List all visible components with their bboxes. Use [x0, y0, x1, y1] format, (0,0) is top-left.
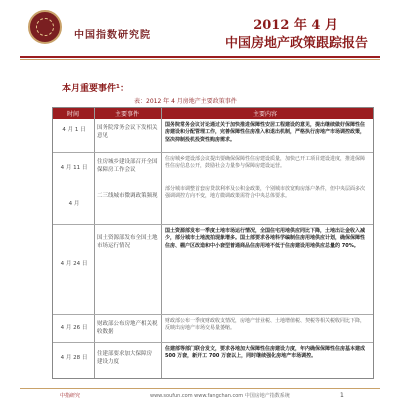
table-header-row	[53, 108, 373, 119]
org-name: 中国指数研究院	[74, 30, 151, 41]
report-title-date: 2012 年 4 月	[253, 18, 338, 33]
row-event: 国务院常务会议下发相关 意见	[97, 125, 158, 139]
table-header-event: 主要事件	[115, 111, 140, 118]
row-event: 国土资源部发布全国土地 市场运行情况	[97, 235, 158, 249]
row-content: 部分城市调整首套房贷款利率及公积金政策，个别城市放宽购房落户条件，但中央层面多次强调调控方向不变，地方微调政策需符合中央总体要求。	[165, 186, 366, 200]
row-date: 4 月 11 日	[60, 165, 88, 171]
report-title: 中国房地产政策跟踪报告	[224, 36, 368, 51]
page-number: 1	[340, 392, 344, 399]
table-caption: 表：2012 年 4 月房地产主要政策事件	[134, 98, 237, 105]
table-column-divider	[161, 108, 162, 378]
row-event: 财政部公布房地产相关税 收数据	[97, 321, 158, 335]
table-row-divider	[53, 342, 373, 343]
row-date: 4 月	[68, 201, 80, 207]
logo-emblem	[28, 10, 62, 44]
section-title: 本月重要事件¹：	[62, 84, 129, 94]
row-date: 4 月 28 日	[60, 355, 88, 361]
row-date: 4 月 1 日	[62, 127, 86, 133]
row-event: 二三线城市微调政策频现	[97, 193, 158, 199]
row-content: 住建部等部门联合发文，要求各地加大保障性住房建设力度，年内确保保障性住房基本建成 500 万套，新开工 700 万套以上，同时继续强化房地产市场调控。	[165, 346, 366, 360]
table-row-divider	[53, 314, 373, 315]
row-event: 住建部要求加大保障房 建设力度	[97, 351, 153, 365]
table-column-divider	[94, 108, 95, 378]
row-date: 4 月 26 日	[60, 325, 88, 331]
table-header-date: 时间	[67, 111, 80, 118]
table-header-content: 主要内容	[253, 111, 278, 118]
header-divider	[20, 56, 380, 58]
row-date: 4 月 24 日	[60, 261, 88, 267]
row-event: 住房城乡建设部召开全国 保障房工作会议	[97, 159, 158, 173]
footer-links: www.soufun.com www.fangchan.com 中国房地产指数系统	[150, 393, 290, 399]
row-content: 国务院常务会议讨论通过关于加快推进保障性安居工程建设的意见，提出继续做好保障性住房建设和分配管理工作，完善保障性住房准入和退出机制，严格执行房地产市场调控政策，坚决抑制投机投资性购房需求。	[165, 122, 366, 143]
row-content: 财政部公布一季度财政收支情况，房地产营业税、土地增值税、契税等相关税收同比下降，反映出房地产市场交易量萎缩。	[165, 318, 366, 332]
table-row-divider	[53, 152, 373, 153]
policy-events-table	[52, 107, 374, 379]
table-row-divider	[53, 224, 373, 225]
footer-brand: 中指研究	[60, 393, 81, 399]
footer-divider	[20, 388, 380, 389]
header-divider-gold	[20, 59, 380, 60]
logo-inner-ring	[36, 18, 54, 36]
row-content: 国土资源部发布一季度土地市场运行情况，全国住宅用地供应同比下降，土地出让金收入减少，部分城市土地流拍现象增多。国土部要求各地科学编制住房用地供应计划，确保保障性住房、棚户区改造和中小套型普通商品住房用地不低于住房建设用地供应总量的 70%。	[165, 228, 366, 249]
row-content: 住房城乡建设部会议提出要确保保障性住房建设质量，加快已开工项目建设进度，推进保障性住房信息公开，鼓励社会力量参与保障房建设运营。	[165, 156, 366, 170]
